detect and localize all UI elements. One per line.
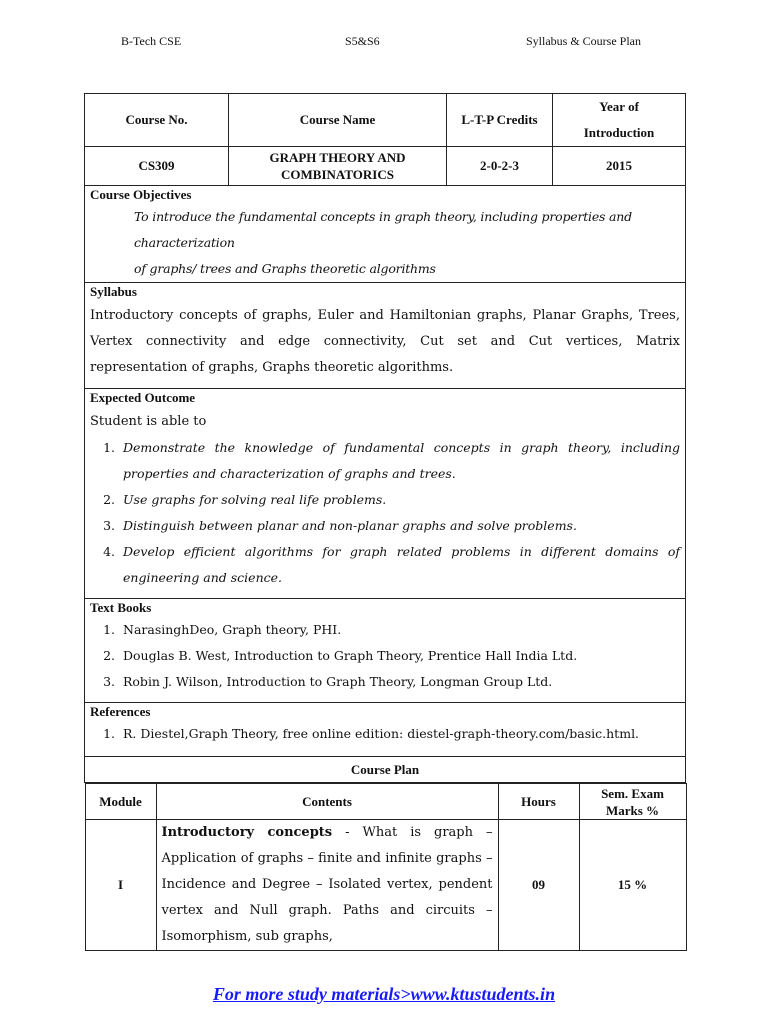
- objectives-row: [85, 186, 686, 283]
- plan-header-row: [85, 784, 686, 820]
- outcome-num: 3.: [103, 518, 115, 533]
- outcome-title: Expected Outcome: [90, 390, 196, 405]
- outcome-text: Distinguish between planar and non-planar graphs and solve problems.: [123, 518, 577, 533]
- module-contents: [156, 820, 498, 951]
- outcome-text: Develop efficient algorithms for graph related problems in different domains of engineering and science.: [123, 544, 680, 585]
- textbook-text: NarasinghDeo, Graph theory, PHI.: [123, 622, 342, 637]
- year-value: 2015: [553, 147, 686, 186]
- outcome-cell: [85, 389, 686, 599]
- list-item: [95, 669, 680, 695]
- syllabus-text: Introductory concepts of graphs, Euler and Hamiltonian graphs, Planar Graphs, Trees, Vertex connectivity and edge connectivity, Cut set and Cut vertices, Matrix representation of graphs, Graphs theoretic algorithms.: [90, 308, 680, 375]
- references-list: [85, 721, 685, 747]
- col-year-line1: Year of: [599, 99, 639, 114]
- module-marks: 15 %: [579, 820, 686, 951]
- plan-col-marks-line1: Sem. Exam: [601, 785, 664, 801]
- textbooks-cell: [85, 599, 686, 703]
- textbooks-list: [85, 617, 685, 695]
- course-header-row: [85, 94, 686, 147]
- col-year-of-introduction: [553, 94, 686, 147]
- list-item: [95, 721, 680, 747]
- outcome-list: [85, 435, 685, 591]
- plan-col-hours: Hours: [498, 784, 579, 820]
- course-no-value: CS309: [85, 147, 229, 186]
- outcome-intro: Student is able to: [90, 414, 207, 429]
- outcome-text: Use graphs for solving real life problems.: [123, 492, 387, 507]
- textbook-text: Robin J. Wilson, Introduction to Graph Theory, Longman Group Ltd.: [123, 674, 553, 689]
- outcome-num: 2.: [103, 492, 115, 507]
- col-course-no: Course No.: [85, 94, 229, 147]
- outcome-num: 1.: [103, 440, 115, 455]
- col-year-line2: Introduction: [583, 125, 655, 140]
- course-name-value: [229, 147, 447, 186]
- study-materials-link[interactable]: For more study materials>www.ktustudents.in: [212, 984, 556, 1004]
- header-program: B-Tech CSE: [121, 34, 182, 48]
- textbooks-title: Text Books: [90, 600, 152, 615]
- module-number: I: [85, 820, 156, 951]
- course-plan-table: [85, 783, 687, 951]
- ltp-value: 2-0-2-3: [447, 147, 553, 186]
- course-plan-title-row: [85, 757, 686, 783]
- syllabus-cell: [85, 283, 686, 389]
- course-plan-title: Course Plan: [85, 757, 686, 783]
- course-name-line1: GRAPH THEORY AND: [269, 150, 406, 165]
- course-plan-container: [85, 783, 686, 952]
- course-name-line2: COMBINATORICS: [281, 167, 394, 182]
- syllabus-row: [85, 283, 686, 389]
- objectives-line1: To introduce the fundamental concepts in graph theory, including properties and characterization: [134, 209, 632, 250]
- objectives-text: [85, 204, 685, 282]
- course-plan-row: [85, 783, 686, 952]
- syllabus-table: [84, 93, 686, 951]
- header-doc-type: Syllabus & Course Plan: [526, 34, 642, 48]
- outcome-row: [85, 389, 686, 599]
- textbook-text: Douglas B. West, Introduction to Graph Theory, Prentice Hall India Ltd.: [123, 648, 578, 663]
- course-info-row: [85, 147, 686, 186]
- list-item: [95, 435, 680, 487]
- outcome-num: 4.: [103, 544, 115, 559]
- plan-col-contents: Contents: [156, 784, 498, 820]
- textbook-num: 2.: [103, 648, 115, 663]
- module-contents-text: - What is graph – Application of graphs – finite and infinite graphs – Incidence and Degree – Isolated vertex, pendent vertex and Null graph. Paths and circuits – Isomorphism, sub graphs,: [161, 825, 493, 944]
- plan-col-marks: [579, 784, 686, 820]
- table-row: [85, 820, 686, 951]
- objectives-title: Course Objectives: [90, 187, 192, 202]
- references-title: References: [90, 704, 151, 719]
- objectives-cell: [85, 186, 686, 283]
- col-ltp-credits: L-T-P Credits: [447, 94, 553, 147]
- list-item: [95, 539, 680, 591]
- textbook-num: 1.: [103, 622, 115, 637]
- syllabus-title: Syllabus: [90, 284, 137, 299]
- list-item: [95, 617, 680, 643]
- outcome-text: Demonstrate the knowledge of fundamental concepts in graph theory, including properties and characterization of graphs and trees.: [123, 440, 680, 481]
- list-item: [95, 513, 680, 539]
- references-row: [85, 703, 686, 757]
- reference-num: 1.: [103, 726, 115, 741]
- references-cell: [85, 703, 686, 757]
- list-item: [95, 643, 680, 669]
- header-semester: S5&S6: [345, 34, 380, 48]
- list-item: [95, 487, 680, 513]
- objectives-line2: of graphs/ trees and Graphs theoretic algorithms: [134, 261, 436, 276]
- reference-text: R. Diestel,Graph Theory, free online edition: diestel-graph-theory.com/basic.html.: [123, 726, 640, 741]
- module-contents-heading: Introductory concepts: [161, 825, 333, 840]
- module-hours: 09: [498, 820, 579, 951]
- textbook-num: 3.: [103, 674, 115, 689]
- textbooks-row: [85, 599, 686, 703]
- plan-col-marks-line2: Marks %: [605, 802, 660, 818]
- col-course-name: Course Name: [229, 94, 447, 147]
- plan-col-module: Module: [85, 784, 156, 820]
